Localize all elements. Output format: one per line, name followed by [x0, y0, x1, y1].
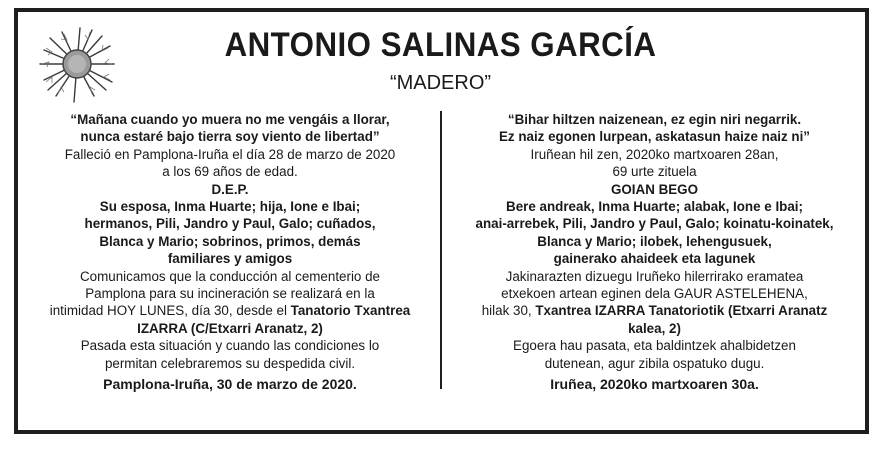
family-line: hermanos, Pili, Jandro y Paul, Galo; cuñados, — [84, 216, 376, 232]
death-notice-line: a los 69 años de edad. — [162, 164, 298, 180]
funeral-notice-line — [452, 302, 857, 319]
farewell-line: dutenean, agur zibila ospatuko dugu. — [544, 355, 765, 371]
funeral-notice-line: Pamplona para su incineración se realizará en la — [85, 286, 375, 302]
death-notice-line: Falleció en Pamplona-Iruña el día 28 de marzo de 2020 — [64, 146, 396, 162]
funeral-venue-address: IZARRA (C/Etxarri Aranatz, 2) — [137, 320, 323, 336]
family-line: Bere andreak, Inma Huarte; alabak, Ione e Ibai; — [506, 199, 803, 215]
funeral-notice-text: intimidad HOY LUNES, día 30, desde el — [49, 303, 291, 319]
funeral-venue: Txantrea IZARRA Tanatoriotik (Etxarri Aranatz — [535, 303, 828, 319]
death-notice-line: 69 urte zituela — [612, 164, 697, 180]
funeral-venue-address: kalea, 2) — [628, 320, 681, 336]
place-date-signoff: Iruñea, 2020ko martxoaren 30a. — [550, 376, 759, 393]
basque-column — [452, 111, 857, 394]
farewell-line: permitan celebraremos su despedida civil. — [104, 355, 356, 371]
funeral-notice-line: Jakinarazten dizuegu Iruñeko hilerrirako eramatea — [505, 268, 804, 284]
family-line: Blanca y Mario; sobrinos, primos, demás — [99, 233, 361, 249]
death-notice-line: Iruñean hil zen, 2020ko martxoaren 28an, — [530, 146, 779, 162]
deceased-nickname: “MADERO” — [389, 72, 492, 94]
family-line: gainerako ahaideek eta lagunek — [553, 251, 756, 267]
deceased-name: ANTONIO SALINAS GARCÍA — [224, 26, 657, 64]
quote-line: nunca estaré bajo tierra soy viento de libertad” — [80, 129, 380, 145]
farewell-line: Pasada esta situación y cuando las condiciones lo — [80, 338, 380, 354]
quote-line: Ez naiz egonen lurpean, askatasun haize naiz ni” — [498, 129, 811, 145]
spanish-column — [30, 111, 430, 394]
funeral-venue: Tanatorio Txantrea — [290, 303, 411, 319]
family-line: anai-arrebek, Pili, Jandro y Paul, Galo; koinatu-koinatek, — [475, 216, 834, 232]
funeral-notice-line — [30, 302, 430, 319]
family-line: Su esposa, Inma Huarte; hija, Ione e Ibai; — [99, 199, 361, 215]
funeral-notice-line: etxekoen artean eginen dela GAUR ASTELEHENA, — [501, 286, 808, 302]
farewell-line: Egoera hau pasata, eta baldintzek ahalbidetzen — [513, 338, 796, 354]
funeral-notice-line: Comunicamos que la conducción al cementerio de — [80, 268, 380, 284]
funeral-notice-text: hilak 30, — [481, 303, 536, 319]
family-line: Blanca y Mario; ilobek, lehengusuek, — [537, 233, 772, 249]
family-line: familiares y amigos — [167, 251, 293, 267]
quote-line: “Bihar hiltzen naizenean, ez egin niri negarrik. — [507, 112, 802, 127]
quote-line: “Mañana cuando yo muera no me vengáis a llorar, — [70, 112, 390, 127]
rip-heading: GOIAN BEGO — [610, 181, 699, 197]
column-divider — [440, 111, 442, 389]
rip-heading: D.E.P. — [211, 181, 249, 197]
place-date-signoff: Pamplona-Iruña, 30 de marzo de 2020. — [103, 376, 357, 393]
